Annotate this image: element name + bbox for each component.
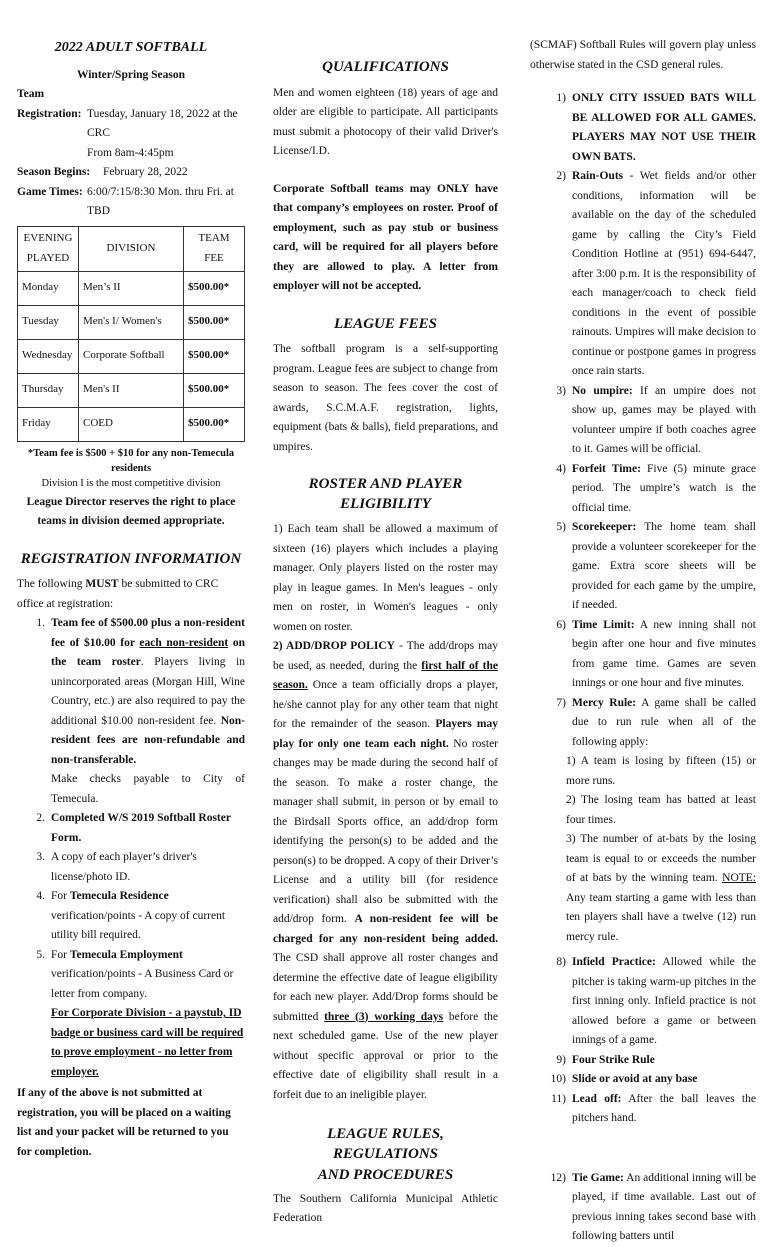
roster2-lead: 2) ADD/DROP POLICY xyxy=(273,640,395,652)
footer-note: If any of the above is not submitted at registration, you will be placed on a waiting list and your packet will be returned to you for completion. xyxy=(17,1087,231,1158)
table-row xyxy=(18,271,245,305)
rule-body: A game shall be called due to run rule when all of the following apply: xyxy=(572,696,756,748)
mercy-rule-details xyxy=(530,752,756,947)
intro-text-end: be submitted to CRC office at registration: xyxy=(17,578,219,610)
roster2-d: The CSD shall approve all roster changes and determine the effective date of league eligibility for each new player. Add/Drop forms should be submitted xyxy=(273,952,498,1023)
rule-text xyxy=(572,1169,756,1247)
rule-item xyxy=(530,89,756,167)
cell-day: Thursday xyxy=(18,373,79,407)
item-text: Completed W/S 2019 Softball Roster Form. xyxy=(51,812,231,844)
rule-text xyxy=(572,460,756,519)
rule-body: After the ball leaves the pitchers hand. xyxy=(572,1092,756,1124)
item5-pre: For xyxy=(51,948,70,961)
rule-title: Slide or avoid at any base xyxy=(572,1073,698,1085)
rule-item xyxy=(530,1070,756,1090)
item5-post: verification/points - A Business Card or letter from company. xyxy=(51,968,234,1000)
game-times-label: Game Times: xyxy=(17,185,83,198)
item1-refund-note: Non- resident fees are non-refundable and non-transferable. xyxy=(51,714,245,766)
rule-text xyxy=(572,616,756,694)
rules-heading-line2: AND PROCEDURES xyxy=(317,1167,454,1183)
flyer-title: 2022 ADULT SOFTBALL xyxy=(54,40,208,55)
item1-checks: Make checks payable to City of Temecula. xyxy=(51,773,245,805)
rule-title: No umpire: xyxy=(572,384,633,397)
item-number: 4. xyxy=(36,890,45,902)
rule-number: 10) xyxy=(550,1073,566,1085)
rule-number: 7) xyxy=(556,696,566,709)
item-text xyxy=(51,614,245,809)
registration-label: Registration: xyxy=(17,107,82,120)
cell-fee: $500.00* xyxy=(184,305,245,339)
rule-number: 12) xyxy=(550,1171,566,1184)
rules-intro: The Southern California Municipal Athletic Federation xyxy=(273,1192,498,1224)
rule-number: 9) xyxy=(556,1053,566,1066)
registration-hours: From 8am-4:45pm xyxy=(87,146,174,159)
corporate-text: Corporate Softball teams may ONLY have that company’s employees on roster. Proof of employment, such as pay stub or business card, will be required for all players before they are allowed to play. A letter from employer will not be accepted. xyxy=(273,182,498,292)
qualifications-heading: QUALIFICATIONS xyxy=(322,59,449,75)
registration-info-heading: REGISTRATION INFORMATION xyxy=(20,550,242,567)
rule-item xyxy=(530,382,756,460)
roster-rule-2 xyxy=(273,637,498,1105)
rule-title: Tie Game: xyxy=(572,1171,624,1184)
column-right xyxy=(530,36,756,1247)
spacer xyxy=(17,144,87,164)
rule-title: Four Strike Rule xyxy=(572,1053,655,1066)
rule-text xyxy=(572,1051,756,1071)
rule-body: An additional inning will be played, if time available. Last out of previous inning takes second base with following batters until xyxy=(572,1171,756,1242)
league-fees-heading: LEAGUE FEES xyxy=(334,315,437,332)
cell-division: COED xyxy=(79,407,184,441)
item4-pre: For xyxy=(51,890,70,902)
item5-corporate-note: For Corporate Division - a paystub, ID badge or business card will be required to prove employment - no letter from employer. xyxy=(51,1007,244,1078)
cell-fee: $500.00* xyxy=(184,271,245,305)
mercy-line: 1) A team is losing by fifteen (15) or more runs. xyxy=(566,755,756,787)
table-row xyxy=(18,373,245,407)
item1-bold-b: on the team roster xyxy=(51,636,245,668)
list-item xyxy=(17,887,245,946)
rule-body: The home team shall provide a volunteer scorekeeper for the game. Extra score sheets will be provided for each game by the umpire, if needed. xyxy=(572,521,756,611)
cell-day: Friday xyxy=(18,407,79,441)
rule-body: A new inning shall not begin after one hour and five minutes from game time. Games are seven innings or one hour and five minutes. xyxy=(572,618,756,689)
rule-number: 5) xyxy=(556,521,566,533)
cell-division: Men's II xyxy=(79,373,184,407)
qualifications-text: Men and women eighteen (18) years of age and older are eligible to participate. All participants must submit a photocopy of their valid Driver's License/I.D. xyxy=(273,86,498,157)
item-number: 2. xyxy=(36,812,45,824)
rule-number: 2) xyxy=(556,170,566,182)
header-evening: EVENING PLAYED xyxy=(18,226,79,271)
roster2-underline: first half of the season. xyxy=(273,659,499,691)
cell-fee: $500.00* xyxy=(184,407,245,441)
roster-heading: ROSTER AND PLAYER ELIGIBILITY xyxy=(308,476,463,512)
list-item xyxy=(17,614,245,809)
rule-title: ONLY CITY ISSUED BATS WILL BE ALLOWED FOR ALL GAMES. PLAYERS MAY NOT USE THEIR OWN BATS. xyxy=(572,92,756,163)
rule-title: Forfeit Time: xyxy=(572,462,641,475)
rule-item xyxy=(530,1169,756,1247)
rule-number: 4) xyxy=(556,462,566,475)
list-item xyxy=(17,848,245,887)
mercy-note: Any team starting a game with less than ten players shall have a twelve (12) run mercy rule. xyxy=(566,891,756,943)
mercy-line: 3) The number of at-bats by the losing team is equal to or exceeds the number of at bats by the winning team. xyxy=(566,833,756,884)
rule-text xyxy=(572,953,756,1051)
cell-day: Wednesday xyxy=(18,339,79,373)
rules-intro-continued: (SCMAF) Softball Rules will govern play unless otherwise stated in the CSD general rules. xyxy=(530,39,756,71)
item-number: 1. xyxy=(36,617,45,629)
fee-table xyxy=(17,226,245,442)
rule-item xyxy=(530,167,756,382)
intro-text: The following xyxy=(17,578,86,590)
item1-bold: Team fee of $500.00 plus a non-resident fee of $10.00 for xyxy=(51,617,245,649)
item1-underline: each non-resident xyxy=(139,636,229,649)
table-row xyxy=(18,339,245,373)
mercy-note-label: NOTE: xyxy=(722,872,756,884)
cell-division: Corporate Softball xyxy=(79,339,184,373)
rule-text xyxy=(572,167,756,382)
rule-title: Mercy Rule: xyxy=(572,696,637,709)
division-note: Division I is the most competitive division xyxy=(41,477,221,489)
roster2-c: No roster changes may be made during the second half of the season. To make a roster change, the manager shall submit, in person or by email to the Birdsall Sports office, an add/drop form identifying the person(s) to be added and the person(s) to be dropped. A copy of their Driver’s License and a utility bill (for residence verification) shall also be submitted with the add/drop form. xyxy=(273,737,498,925)
registration-intro xyxy=(17,575,245,614)
rule-title: Lead off: xyxy=(572,1092,622,1105)
rule-title: Scorekeeper: xyxy=(572,521,637,533)
table-row xyxy=(18,407,245,441)
item-text: A copy of each player’s driver's license/photo ID. xyxy=(51,851,197,883)
rule-item xyxy=(530,518,756,616)
cell-day: Monday xyxy=(18,271,79,305)
game-times-value: 6:00/7:15/8:30 Mon. thru Fri. at TBD xyxy=(87,185,234,217)
roster2-e: before the next scheduled game. Use of the new player without specific approval or prior to the effective date of eligibility shall result in a forfeit due to an ineligible player. xyxy=(273,1010,498,1101)
director-note: League Director reserves the right to place teams in division deemed appropriate. xyxy=(26,495,236,527)
rule-body: If an umpire does not show up, games may be played with volunteer umpire if both coaches agree to it. Games will be official. xyxy=(572,384,756,455)
header-division: DIVISION xyxy=(79,226,184,271)
cell-division: Men’s II xyxy=(79,271,184,305)
rule-title: Rain-Outs xyxy=(572,170,624,182)
rule-text xyxy=(572,518,756,616)
registration-hours-row xyxy=(17,144,245,164)
item4-post: verification/points - A copy of current utility bill required. xyxy=(51,909,226,941)
rule-title: Infield Practice: xyxy=(572,956,656,968)
roster2-bold: Players may play for only one team each night. xyxy=(273,718,499,750)
rule-number: 3) xyxy=(556,384,566,397)
fee-note: *Team fee is $500 + $10 for any non-Temecula residents xyxy=(27,447,235,474)
season-begins-date: February 28, 2022 xyxy=(103,166,188,178)
rule-item xyxy=(530,460,756,519)
rule-body: Allowed while the pitcher is taking warm-up pitches in the first inning only. Infield practice is not allowed before a game or between innings of a game. xyxy=(572,956,756,1046)
season-begins-row xyxy=(17,163,245,183)
rule-text xyxy=(572,382,756,460)
roster2-underline2: three (3) working days xyxy=(324,1010,444,1023)
rule-text xyxy=(572,694,756,753)
rule-item xyxy=(530,694,756,753)
cell-day: Tuesday xyxy=(18,305,79,339)
item1-text: . Players living in unincorporated areas (Morgan Hill, Wine Country, etc.) are also required to pay the additional $10.00 non-resident fee. xyxy=(51,656,245,727)
season-name: Winter/Spring Season xyxy=(76,68,186,81)
rule-number: 11) xyxy=(551,1092,566,1105)
cell-fee: $500.00* xyxy=(184,339,245,373)
item-text xyxy=(51,946,245,1083)
fee-table-header xyxy=(18,226,245,271)
intro-must: MUST xyxy=(85,578,119,590)
item5-bold: Temecula Employment xyxy=(69,948,183,961)
rule-number: 6) xyxy=(556,618,566,631)
rule-text xyxy=(572,1090,756,1129)
mercy-line: 2) The losing team has batted at least four times. xyxy=(566,794,756,826)
rule-number: 1) xyxy=(556,92,566,104)
rule-title: Time Limit: xyxy=(572,618,635,631)
roster2-bold2: A non-resident fee will be charged for any non-resident being added. xyxy=(273,913,498,945)
roster-rule-1: 1) Each team shall be allowed a maximum of sixteen (16) players which includes a playing manager. Only players listed on the roster may play in league games. In Men's leagues - only men on roster, in Women's leagues - only women on roster. xyxy=(273,523,498,633)
cell-division: Men's I/ Women's xyxy=(79,305,184,339)
column-left xyxy=(17,36,245,1162)
rule-item xyxy=(530,1090,756,1129)
list-item xyxy=(17,809,245,848)
list-item xyxy=(17,946,245,1083)
item-number: 3. xyxy=(36,851,45,863)
item4-bold: Temecula Residence xyxy=(69,890,169,902)
roster2-b: Once a team officially drops a player, he/she cannot play for any other team that night for the remainder of the season. xyxy=(273,679,498,730)
item-number: 5. xyxy=(36,948,45,961)
header-fee: TEAM FEE xyxy=(184,226,245,271)
spacer xyxy=(273,162,498,180)
registration-date: Tuesday, January 18, 2022 at the CRC xyxy=(87,107,238,139)
rules-list xyxy=(530,89,756,1247)
rule-body: Five (5) minute grace period. The umpire’s watch is the official time. xyxy=(572,462,756,514)
table-row xyxy=(18,305,245,339)
rule-item xyxy=(530,1051,756,1071)
registration-row xyxy=(17,105,245,144)
rule-item xyxy=(530,616,756,694)
rules-heading-line1: LEAGUE RULES, REGULATIONS xyxy=(327,1126,444,1162)
cell-fee: $500.00* xyxy=(184,373,245,407)
rule-text xyxy=(572,89,756,167)
game-times-row xyxy=(17,183,245,222)
rule-number: 8) xyxy=(556,956,566,968)
season-begins-label: Season Begins: xyxy=(17,166,91,178)
rule-item xyxy=(530,953,756,1051)
roster2-a: - The add/drops may be used, as needed, during the xyxy=(273,640,498,672)
rule-text xyxy=(572,1070,756,1090)
team-label: Team xyxy=(17,88,45,100)
column-middle xyxy=(273,36,498,1229)
league-fees-text: The softball program is a self-supporting program. League fees are subject to change from season to season. The fees cover the cost of awards, S.C.M.A.F. registration, lights, equipment (bats & balls), field preparations, and umpires. xyxy=(273,343,498,453)
item-text xyxy=(51,887,245,946)
rule-body: - Wet fields and/or other conditions, information will be available on the day of the scheduled game by calling the City’s Field Condition Hotline at (951) 694-6447, after 3:00 p.m. It is the responsibility of each manager/coach to check field conditions in the event of possible rainouts. Umpires will make decision to continue or postpone games in progress once rain starts. xyxy=(572,170,756,377)
